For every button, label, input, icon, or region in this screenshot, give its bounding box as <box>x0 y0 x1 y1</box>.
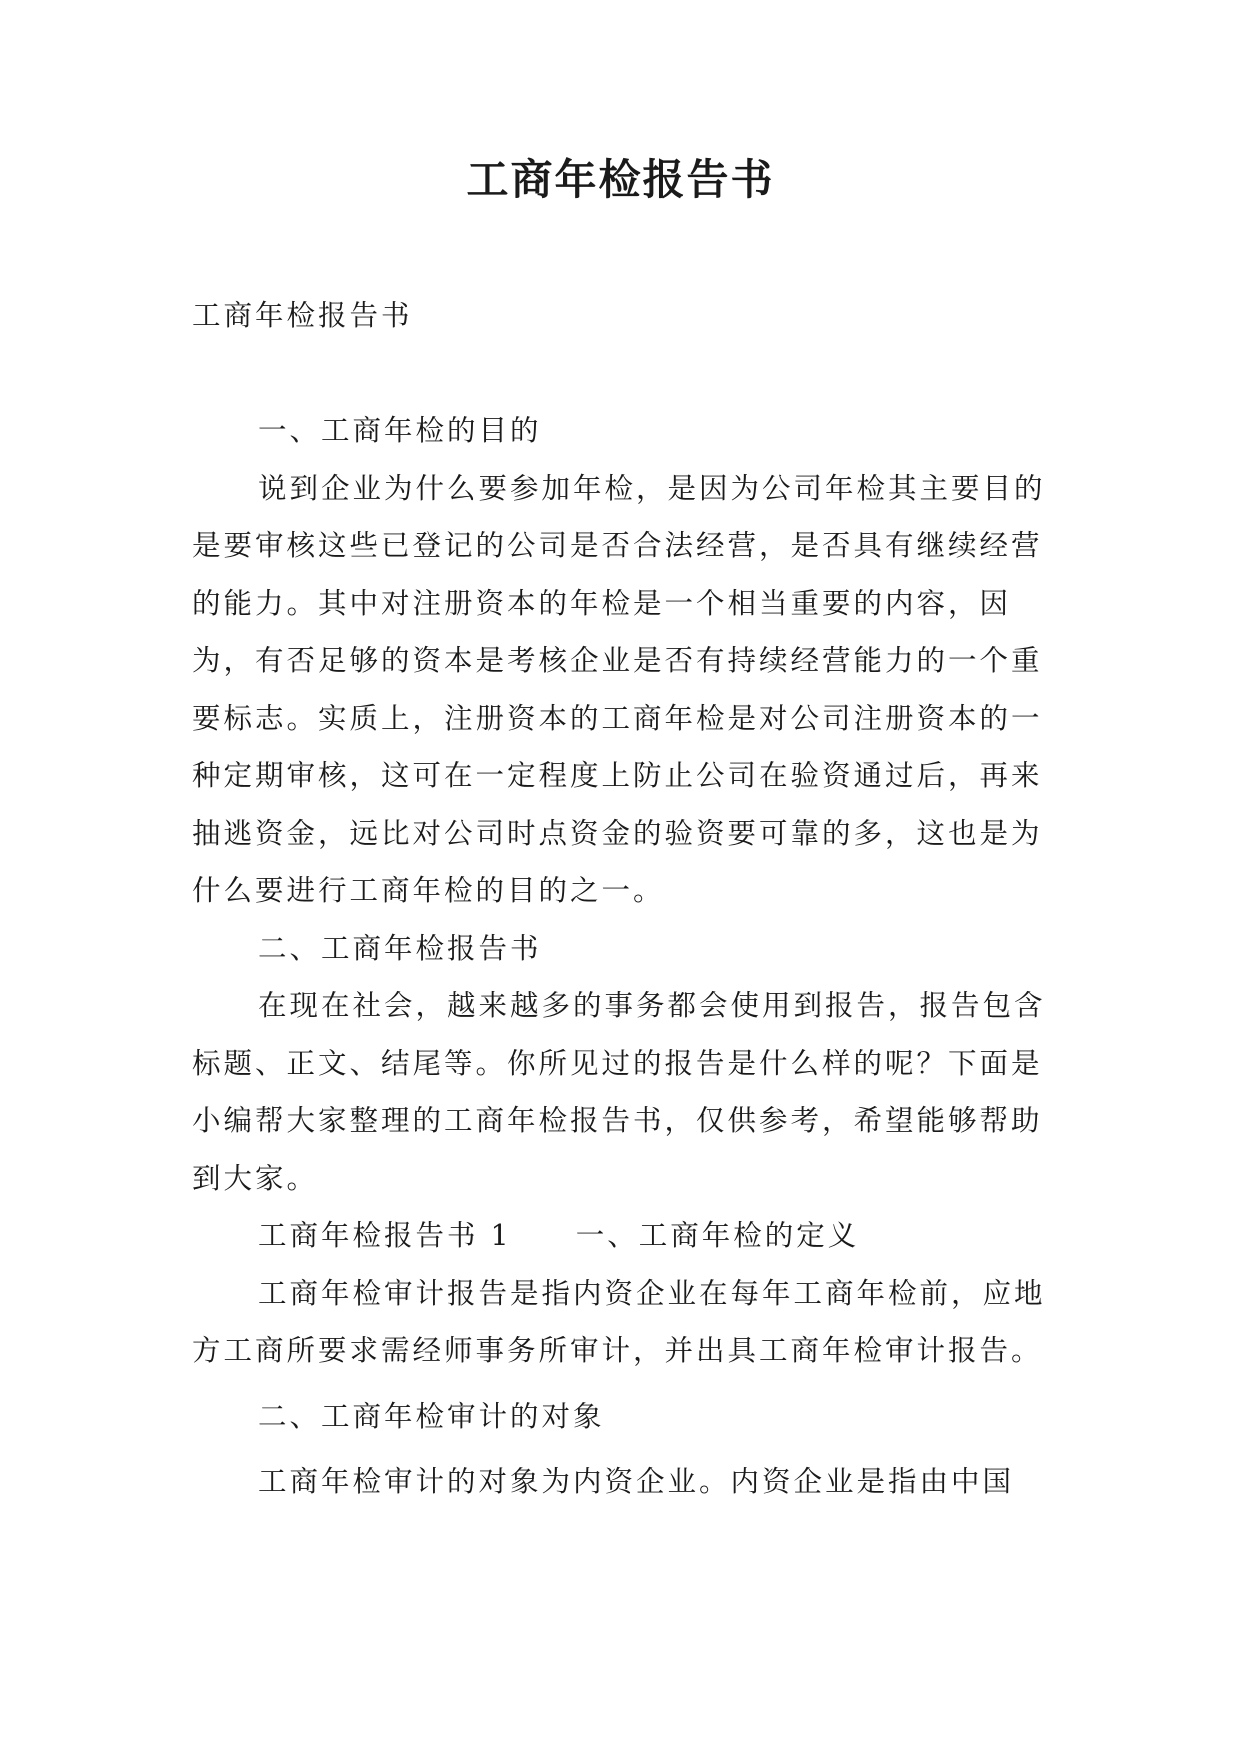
report-1-paragraph-2: 工商年检审计的对象为内资企业。内资企业是指由中国 <box>258 1465 1015 1498</box>
report-1-heading: 一、工商年检的定义 <box>575 1219 860 1252</box>
section-2-heading: 二、工商年检报告书 <box>258 931 542 965</box>
section-2-paragraph: 在现在社会，越来越多的事务都会使用到报告，报告包含标题、正文、结尾等。你所见过的报告是什么样的呢？下面是小编帮大家整理的工商年检报告书，仅供参考，希望能够帮助到大家。 <box>192 989 1046 1195</box>
report-1-line <box>192 1207 1058 1265</box>
report-1-heading-2: 二、工商年检审计的对象 <box>258 1399 605 1433</box>
document-body <box>192 287 1058 1511</box>
document-title: 工商年检报告书 <box>466 155 775 204</box>
report-1-label: 工商年检报告书 1 <box>258 1219 512 1252</box>
section-1-paragraph: 说到企业为什么要参加年检，是因为公司年检其主要目的是要审核这些已登记的公司是否合法经营，是否具有继续经营的能力。其中对注册资本的年检是一个相当重要的内容，因为，有否足够的资本是考核企业是否有持续经营能力的一个重要标志。实质上，注册资本的工商年检是对公司注册资本的一种定期审核，这可在一定程度上防止公司在验资通过后，再来抽逃资金，远比对公司时点资金的验资要可靠的多，这也是为什么要进行工商年检的目的之一。 <box>192 471 1046 907</box>
section-1-heading: 一、工商年检的目的 <box>258 414 542 447</box>
report-1-paragraph: 工商年检审计报告是指内资企业在每年工商年检前，应地方工商所要求需经师事务所审计，并出具工商年检审计报告。 <box>192 1276 1046 1367</box>
document-subtitle: 工商年检报告书 <box>192 299 413 332</box>
